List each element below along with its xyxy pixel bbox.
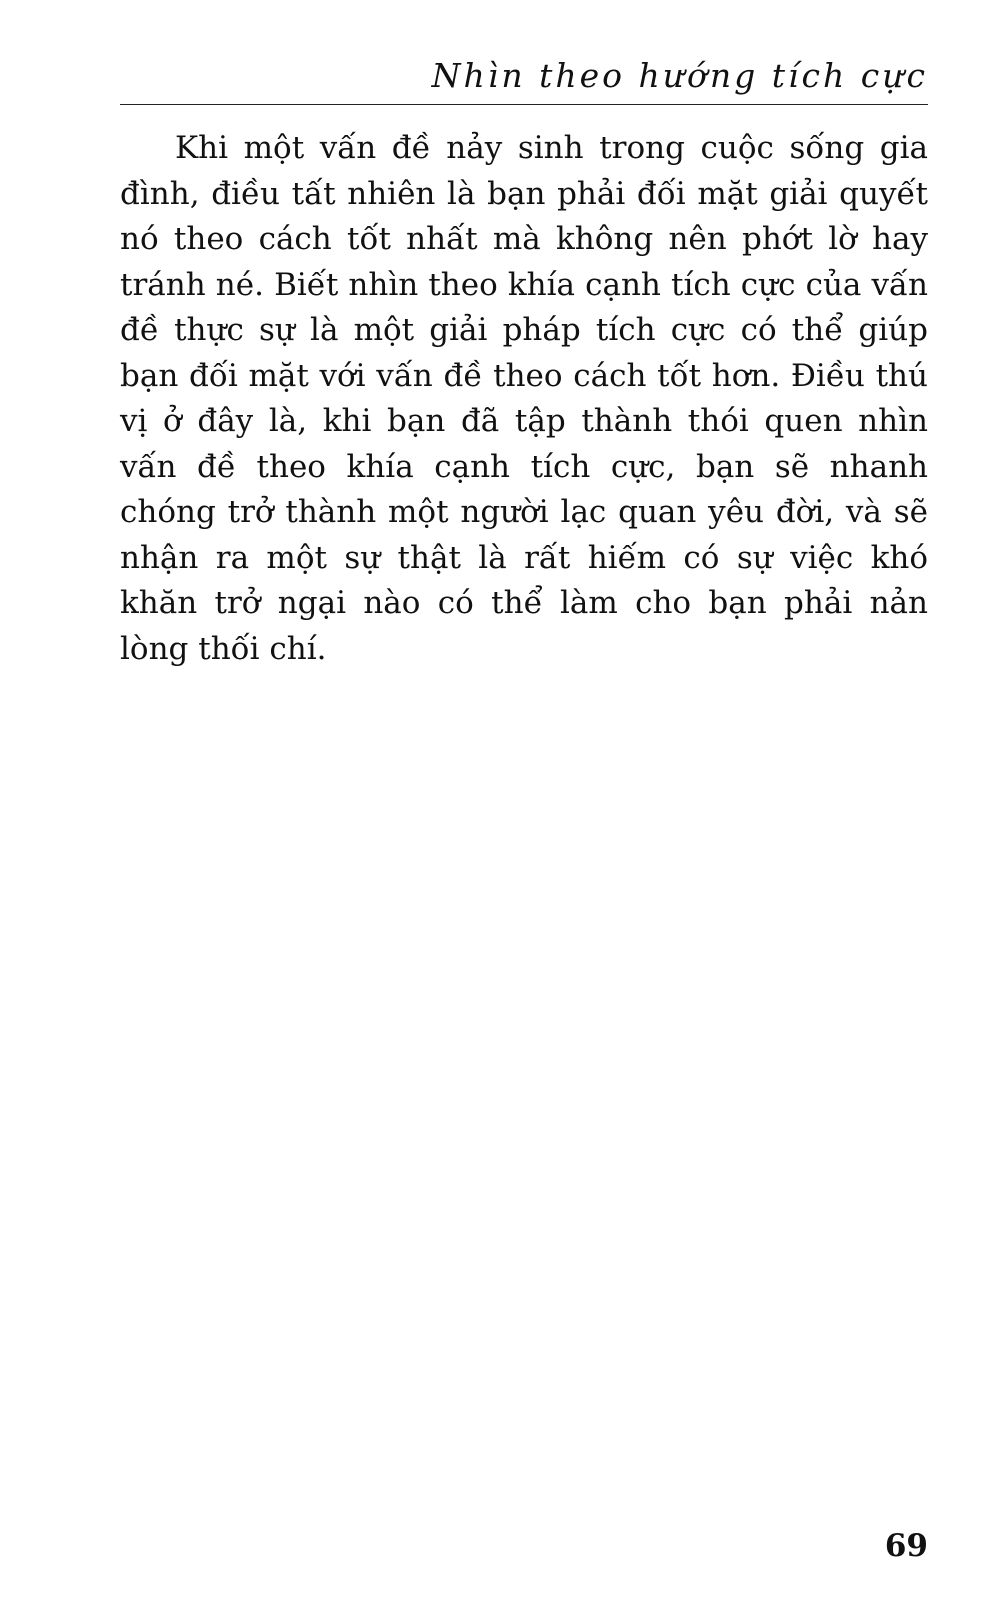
body-paragraph: Khi một vấn đề nảy sinh trong cuộc sống gia đình, điều tất nhiên là bạn phải đối mặt giải quyết nó theo cách tốt nhất mà không nên phớt lờ hay tránh né. Biết nhìn theo khía cạnh tích cực của vấn đề thực sự là một giải pháp tích cực có thể giúp bạn đối mặt với vấn đề theo cách tốt hơn. Điều thú vị ở đây là, khi bạn đã tập thành thói quen nhìn vấn đề theo khía cạnh tích cực, bạn sẽ nhanh chóng trở thành một người lạc quan yêu đời, và sẽ nhận ra một sự thật là rất hiếm có sự việc khó khăn trở ngại nào có thể làm cho bạn phải nản lòng thối chí.	[120, 130, 928, 667]
page-number: 69	[884, 1528, 928, 1564]
running-header	[120, 52, 928, 105]
running-header-title: Nhìn theo hướng tích cực	[431, 56, 928, 95]
